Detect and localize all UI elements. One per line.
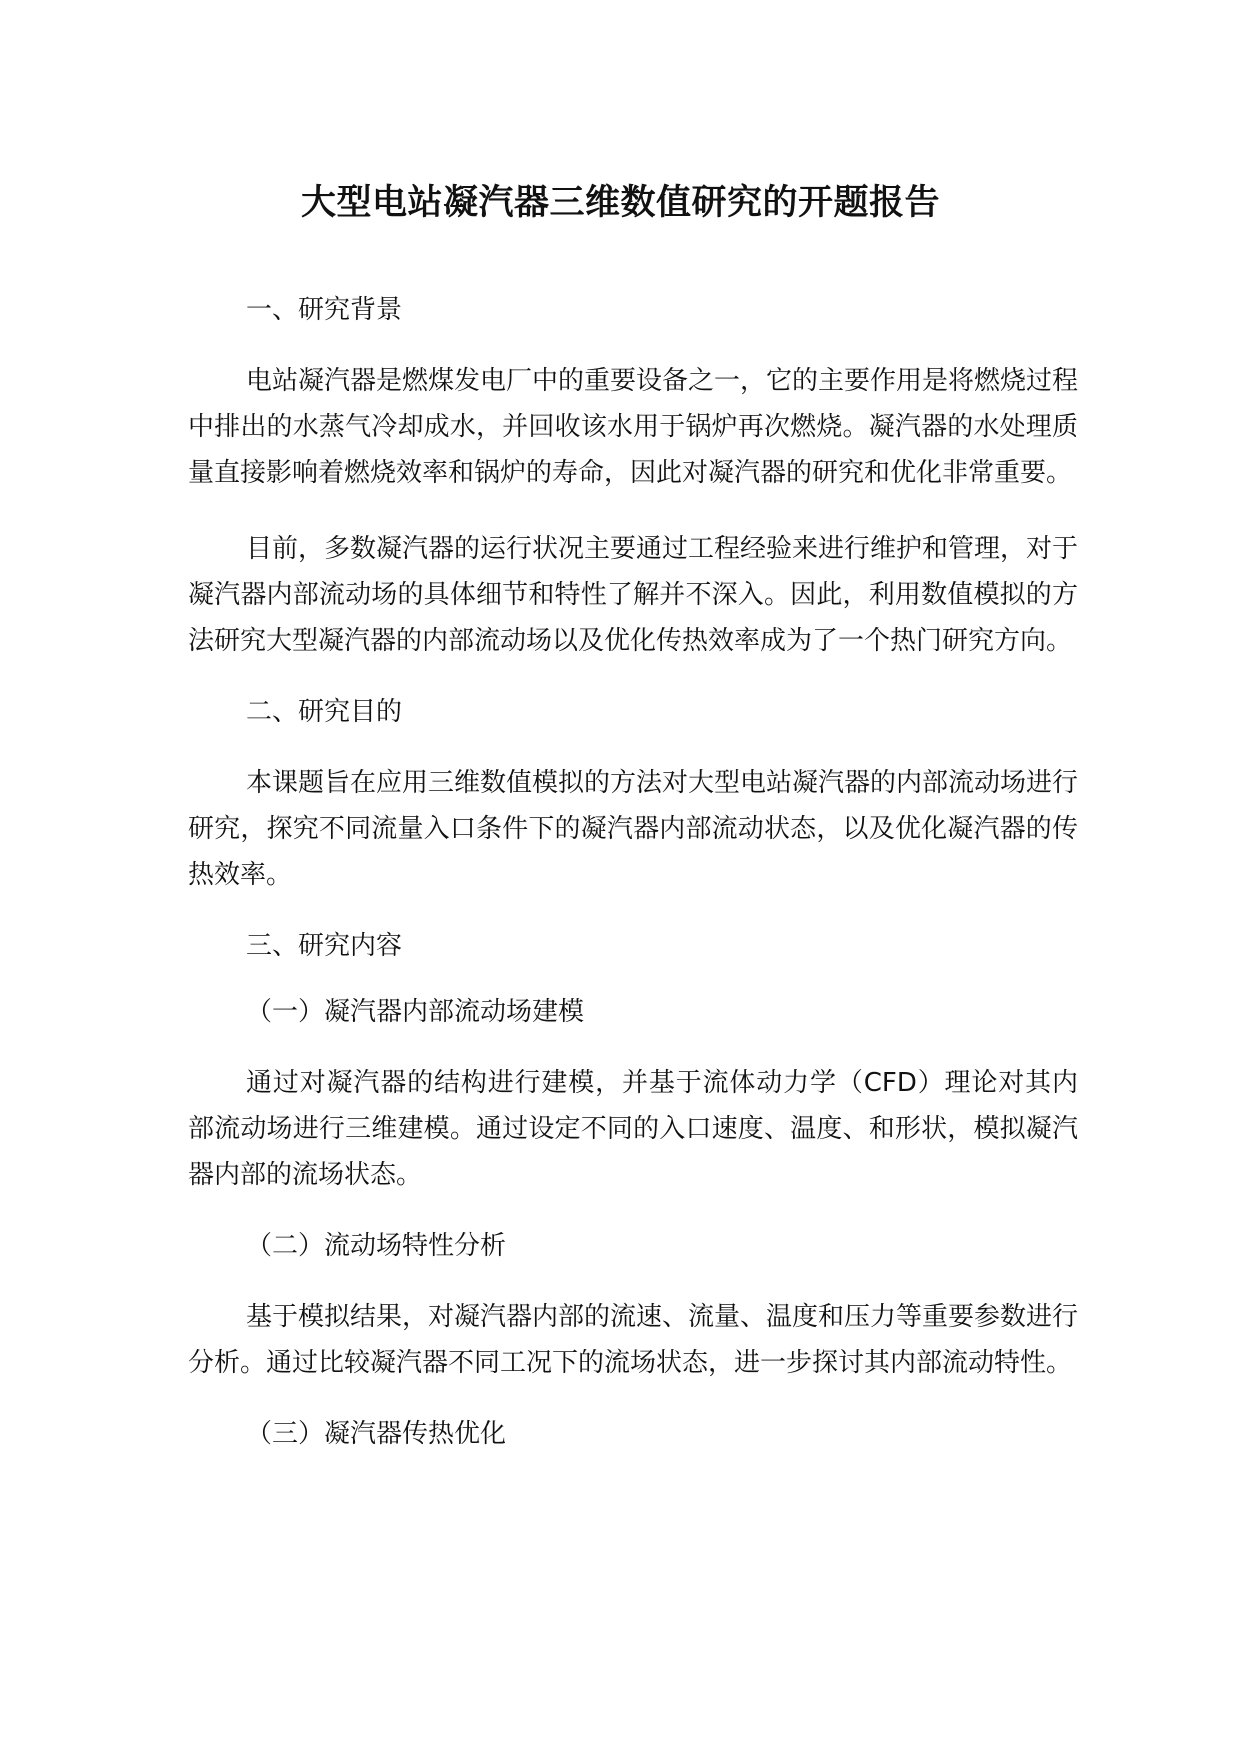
paragraph: 基于模拟结果，对凝汽器内部的流速、流量、温度和压力等重要参数进行分析。通过比较凝汽器不同工况下的流场状态，进一步探讨其内部流动特性。 bbox=[188, 1302, 1079, 1378]
section-heading-background: 一、研究背景 bbox=[246, 295, 403, 325]
section-heading-purpose: 二、研究目的 bbox=[246, 697, 403, 727]
document-body bbox=[188, 292, 1078, 1482]
subsection-heading-analysis: （二）流动场特性分析 bbox=[246, 1231, 507, 1261]
paragraph: 通过对凝汽器的结构进行建模，并基于流体动力学（CFD）理论对其内部流动场进行三维建模。通过设定不同的入口速度、温度、和形状，模拟凝汽器内部的流场状态。 bbox=[188, 1068, 1078, 1190]
paragraph: 电站凝汽器是燃煤发电厂中的重要设备之一，它的主要作用是将燃烧过程中排出的水蒸气冷却成水，并回收该水用于锅炉再次燃烧。凝汽器的水处理质量直接影响着燃烧效率和锅炉的寿命，因此对凝汽器的研究和优化非常重要。 bbox=[188, 366, 1079, 488]
paragraph: 本课题旨在应用三维数值模拟的方法对大型电站凝汽器的内部流动场进行研究，探究不同流量入口条件下的凝汽器内部流动状态，以及优化凝汽器的传热效率。 bbox=[188, 768, 1079, 890]
subsection-heading-optimization: （三）凝汽器传热优化 bbox=[246, 1419, 507, 1449]
subsection-heading-modeling: （一）凝汽器内部流动场建模 bbox=[246, 997, 585, 1027]
section-heading-content: 三、研究内容 bbox=[246, 931, 403, 961]
document-title: 大型电站凝汽器三维数值研究的开题报告 bbox=[300, 183, 940, 223]
paragraph: 目前，多数凝汽器的运行状况主要通过工程经验来进行维护和管理，对于凝汽器内部流动场的具体细节和特性了解并不深入。因此，利用数值模拟的方法研究大型凝汽器的内部流动场以及优化传热效率成为了一个热门研究方向。 bbox=[188, 534, 1079, 656]
